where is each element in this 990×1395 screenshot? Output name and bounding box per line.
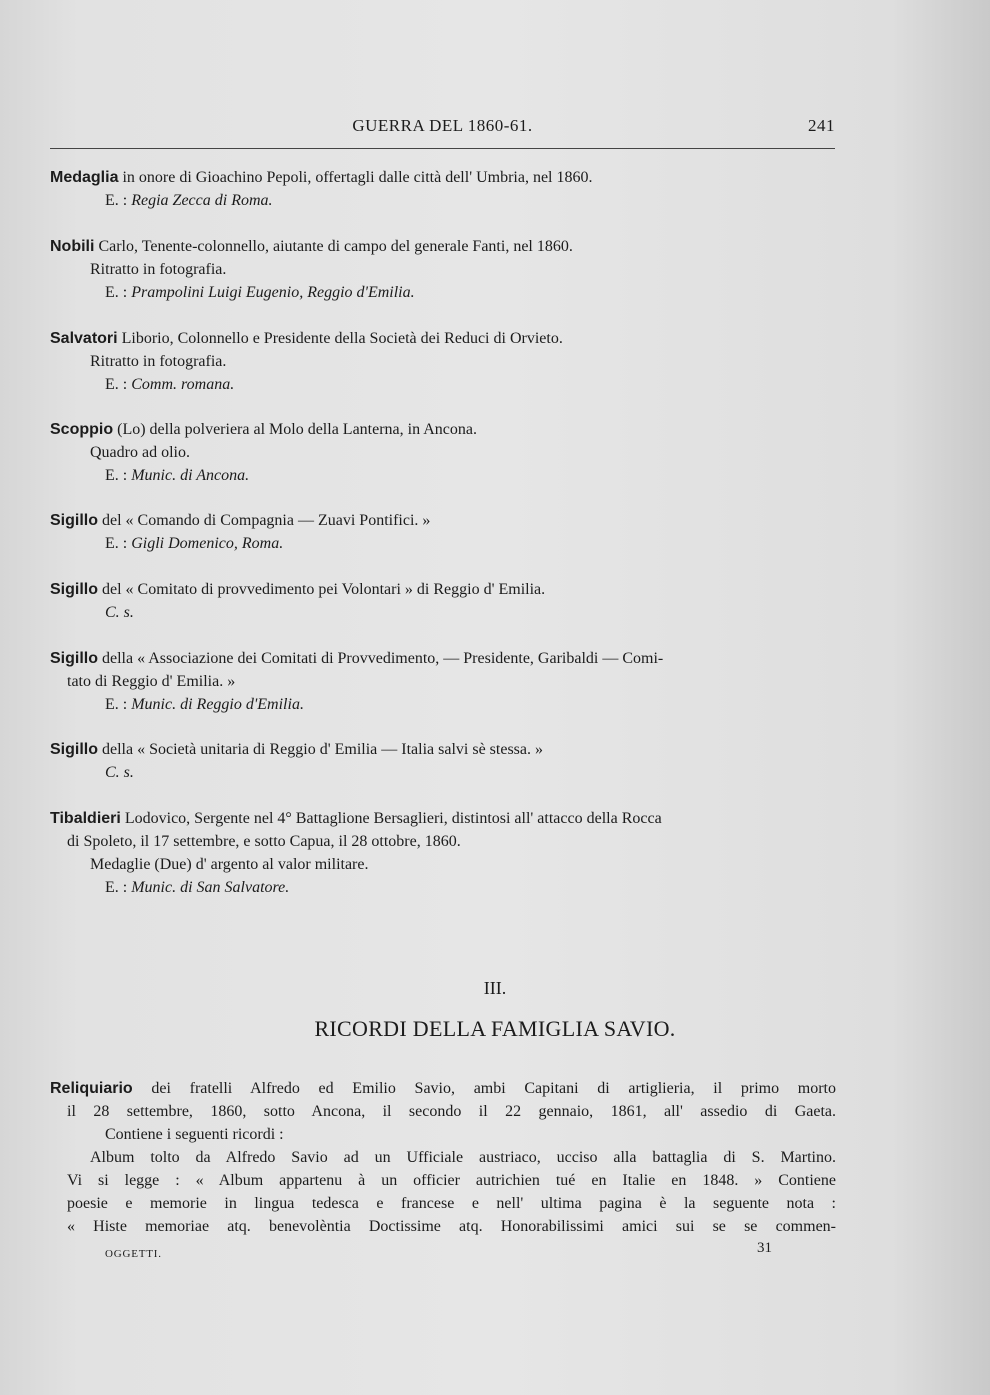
entry-exhibitor: E. : Munic. di Reggio d'Emilia.	[105, 696, 304, 713]
entry-cs: C. s.	[105, 604, 134, 621]
entry-head: Medaglia	[50, 169, 119, 186]
entry-head: Sigillo	[50, 512, 98, 529]
entry-text: in onore di Gioachino Pepoli, offertagli dalle città dell' Umbria, nel 1860.	[118, 169, 593, 186]
entry-exhibitor: E. : Munic. di Ancona.	[105, 467, 250, 484]
entry-text: Carlo, Tenente-colonnello, aiutante di campo del generale Fanti, nel 1860.	[94, 238, 573, 255]
entry-head: Nobili	[50, 238, 95, 255]
entry-head: Sigillo	[50, 741, 98, 758]
entry-detail: Ritratto in fotografia.	[90, 353, 227, 370]
entry-text: del « Comando di Compagnia — Zuavi Pontifici. »	[98, 512, 431, 529]
catalog-entry-tibaldieri	[50, 807, 840, 899]
catalog-entry-sigillo-associazione	[50, 647, 840, 716]
entry-paragraph: « Histe memoriae atq. benevolèntia Doctissime atq. Honorabilissimi amici sui se se commen-	[67, 1218, 836, 1235]
entry-detail: Contiene i seguenti ricordi :	[105, 1126, 284, 1143]
entry-head: Reliquiario	[50, 1080, 133, 1097]
entry-exhibitor: E. : Comm. romana.	[105, 376, 235, 393]
section-title: RICORDI DELLA FAMIGLIA SAVIO.	[314, 1016, 676, 1041]
catalog-entry-sigillo-societa	[50, 738, 840, 784]
entry-text: della « Società unitaria di Reggio d' Emilia — Italia salvi sè stessa. »	[98, 741, 543, 758]
entry-detail: Quadro ad olio.	[90, 444, 190, 461]
signature-mark: OGGETTI.	[105, 1248, 162, 1260]
entry-head: Sigillo	[50, 650, 98, 667]
entry-head: Salvatori	[50, 330, 118, 347]
entry-detail: Medaglie (Due) d' argento al valor militare.	[90, 856, 369, 873]
entry-paragraph: poesie e memorie in lingua tedesca e francese e nell' ultima pagina è la seguente nota :	[67, 1195, 836, 1212]
running-title: GUERRA DEL 1860-61.	[352, 116, 533, 135]
entry-continuation: il 28 settembre, 1860, sotto Ancona, il secondo il 22 gennaio, 1861, all' assedio di Gaeta.	[67, 1103, 836, 1120]
entry-cs: C. s.	[105, 764, 134, 781]
entry-paragraph: Vi si legge : « Album appartenu à un officier autrichien tué en Italie en 1848. » Contiene	[67, 1172, 836, 1189]
entry-exhibitor: E. : Gigli Domenico, Roma.	[105, 535, 284, 552]
entry-head: Tibaldieri	[50, 810, 121, 827]
entry-paragraph: Album tolto da Alfredo Savio ad un Ufficiale austriaco, ucciso alla battaglia di S. Martino.	[90, 1149, 836, 1166]
entry-continuation: di Spoleto, il 17 settembre, e sotto Capua, il 28 ottobre, 1860.	[67, 833, 461, 850]
catalog-entry-sigillo-comitato	[50, 578, 840, 624]
page-header	[50, 116, 835, 140]
entry-exhibitor: E. : Prampolini Luigi Eugenio, Reggio d'Emilia.	[105, 284, 415, 301]
entry-continuation: tato di Reggio d' Emilia. »	[67, 673, 236, 690]
entry-text: Lodovico, Sergente nel 4° Battaglione Bersaglieri, distintosi all' attacco della Rocca	[120, 810, 662, 827]
entry-exhibitor: E. : Munic. di San Salvatore.	[105, 879, 290, 896]
catalog-entry-reliquiario	[50, 1077, 836, 1238]
entry-text: Liborio, Colonnello e Presidente della Società dei Reduci di Orvieto.	[117, 330, 563, 347]
entry-head: Scoppio	[50, 421, 114, 438]
section-number: III.	[483, 978, 507, 998]
entry-text: dei fratelli Alfredo ed Emilio Savio, ambi Capitani di artiglieria, il primo morto	[132, 1080, 836, 1097]
header-rule	[50, 148, 835, 149]
sheet-number: 31	[757, 1240, 772, 1256]
page-number: 241	[808, 116, 835, 135]
catalog-entry-medaglia	[50, 166, 840, 212]
entry-head: Sigillo	[50, 581, 98, 598]
entry-text: della « Associazione dei Comitati di Provvedimento, — Presidente, Garibaldi — Comi-	[98, 650, 664, 667]
entry-text: (Lo) della polveriera al Molo della Lanterna, in Ancona.	[113, 421, 477, 438]
entry-exhibitor: E. : Regia Zecca di Roma.	[105, 192, 273, 209]
catalog-entry-sigillo-comando	[50, 509, 840, 555]
entry-detail: Ritratto in fotografia.	[90, 261, 227, 278]
catalog-entry-scoppio	[50, 418, 840, 487]
catalog-entry-salvatori	[50, 327, 840, 396]
catalog-entry-nobili	[50, 235, 840, 304]
entry-text: del « Comitato di provvedimento pei Volontari » di Reggio d' Emilia.	[98, 581, 546, 598]
